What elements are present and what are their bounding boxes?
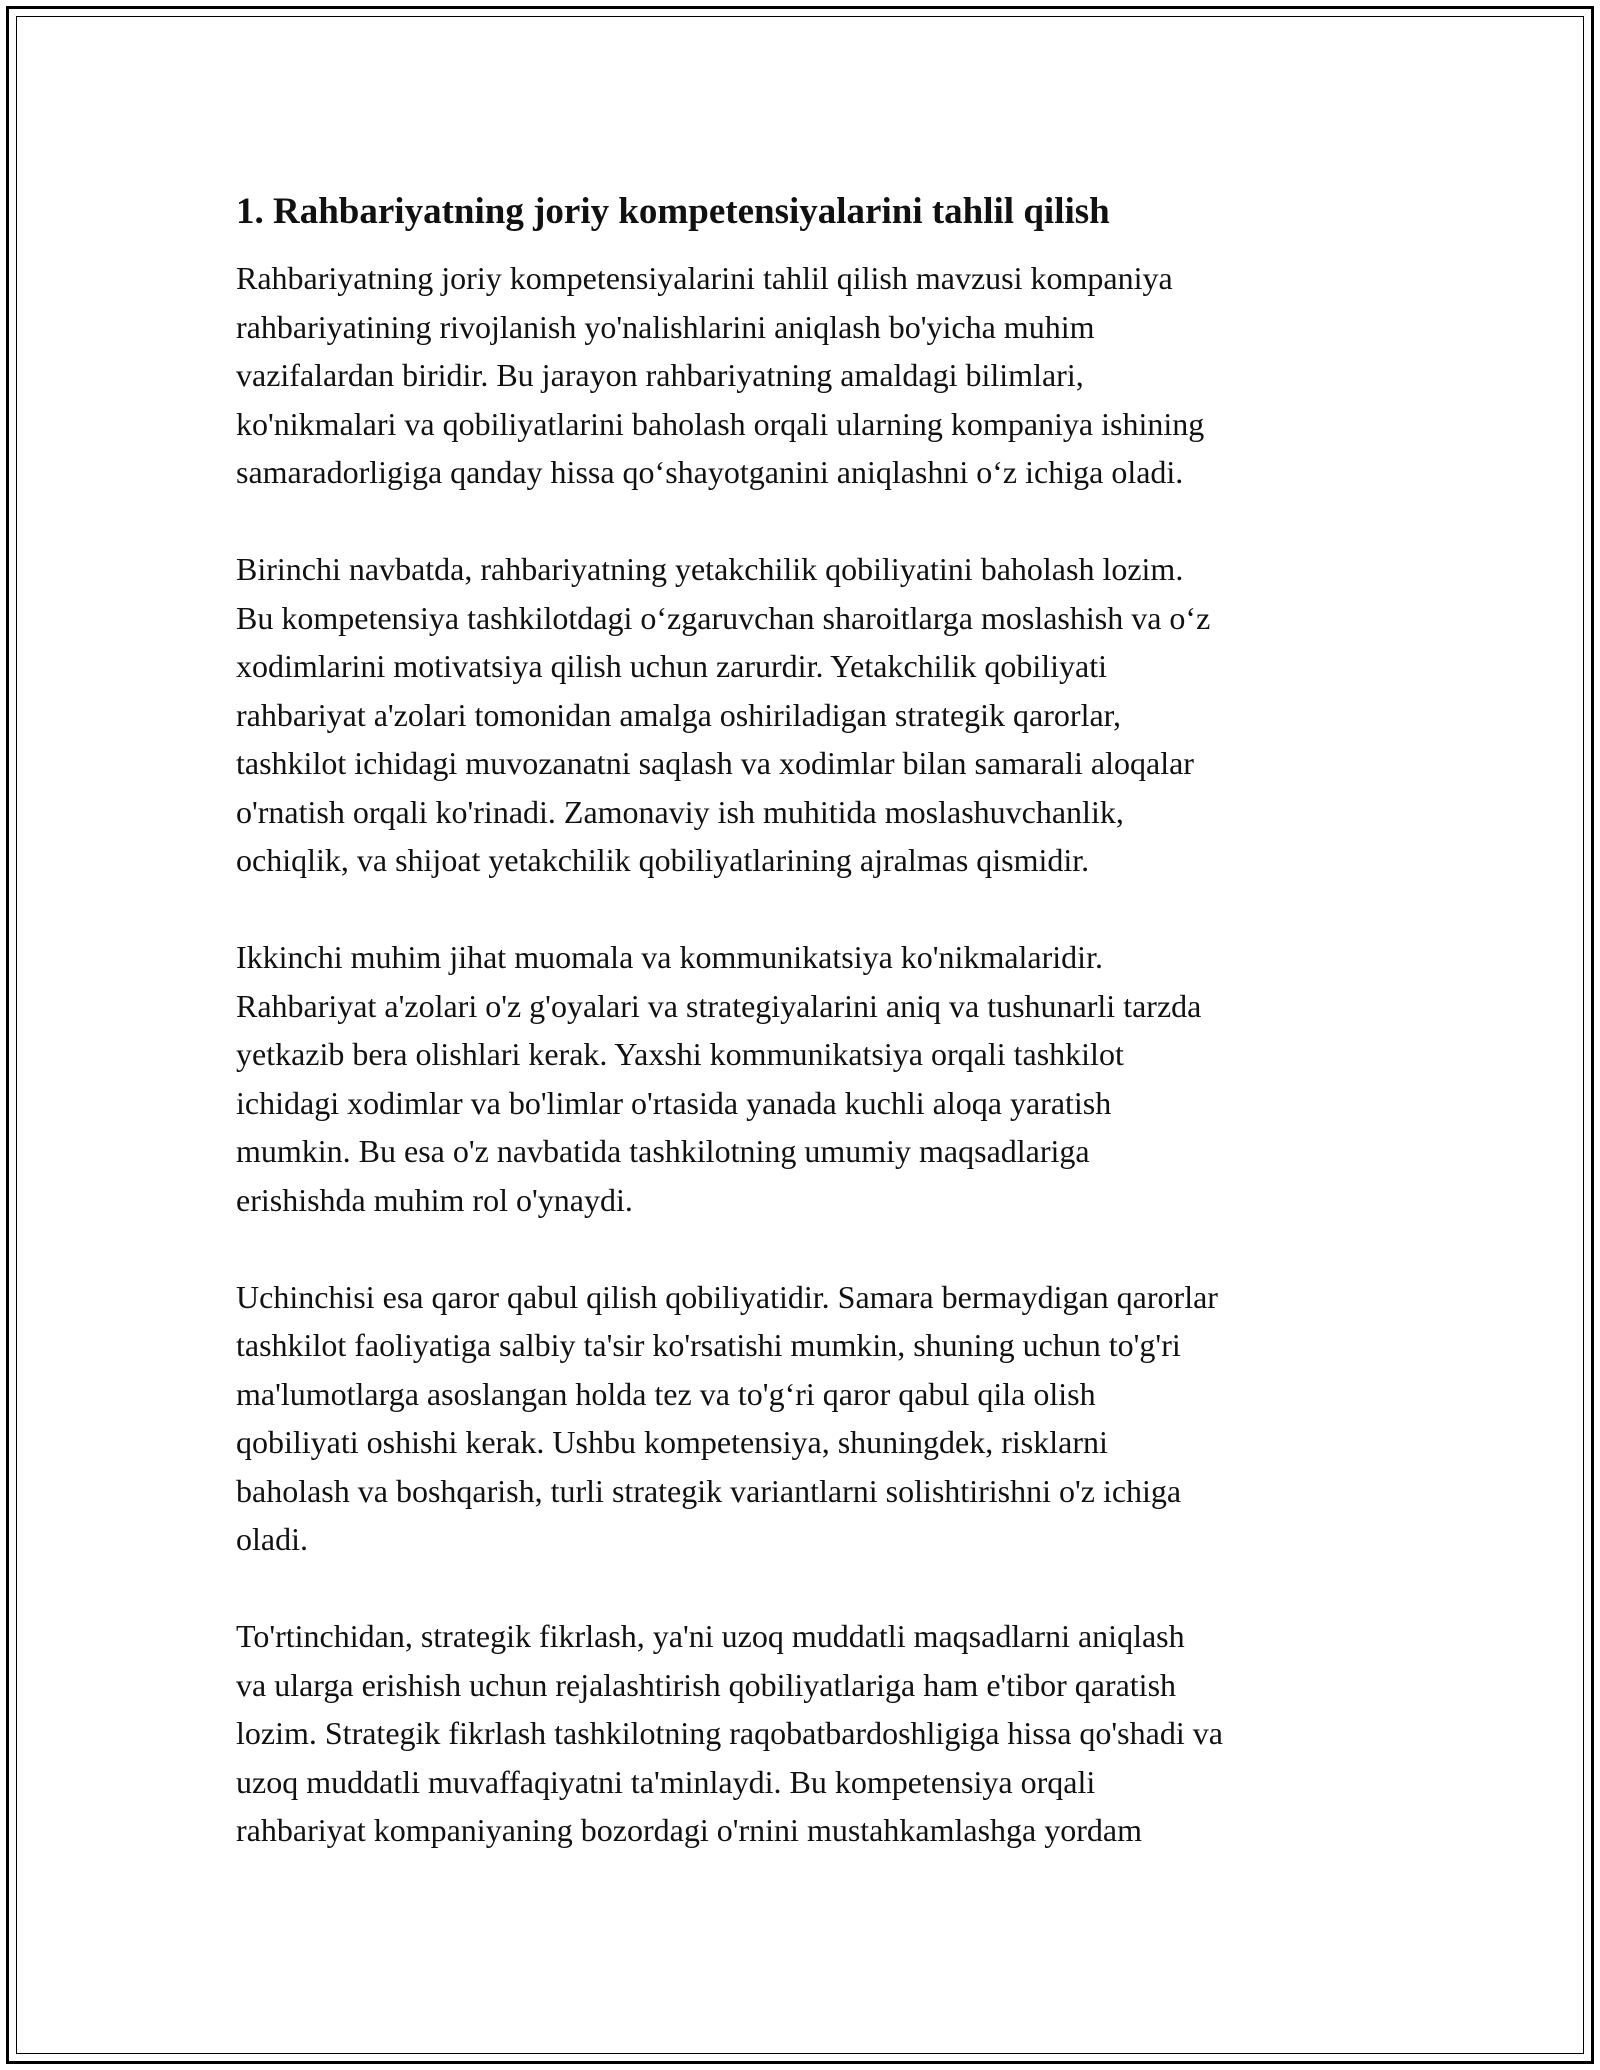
text-line: mumkin. Bu esa o'z navbatida tashkilotning umumiy maqsadlariga [236,1133,1090,1169]
text-line: tashkilot faoliyatiga salbiy ta'sir ko'rsatishi mumkin, shuning uchun to'g'ri [236,1327,1181,1363]
text-line: ko'nikmalari va qobiliyatlarini baholash orqali ularning kompaniya ishining [236,405,1205,442]
text-line: uzoq muddatli muvaffaqiyatni ta'minlaydi. Bu kompetensiya orqali [236,1763,1096,1800]
text-line: samaradorligiga qanday hissa qo‘shayotganini aniqlashni o‘z ichiga oladi. [236,454,1184,490]
text-line: yetkazib bera olishlari kerak. Yaxshi kommunikatsiya orqali tashkilot [236,1036,1124,1072]
text-line: o'rnatish orqali ko'rinadi. Zamonaviy ish muhitida moslashuvchanlik, [236,793,1124,830]
text-line: Rahbariyatning joriy kompetensiyalarini tahlil qilish mavzusi kompaniya [236,260,1173,296]
text-line: Rahbariyat a'zolari o'z g'oyalari va strategiyalarini aniq va tushunarli tarzda [236,987,1202,1024]
text-line: rahbariyatining rivojlanish yo'nalishlarini aniqlash bo'yicha muhim [236,308,1095,345]
text-line: lozim. Strategik fikrlash tashkilotning raqobatbardoshligiga hissa qo'shadi va [236,1715,1223,1751]
text-line: qobiliyati oshishi kerak. Ushbu kompetensiya, shuningdek, risklarni [236,1424,1108,1460]
text-line: Ikkinchi muhim jihat muomala va kommunikatsiya ko'nikmalaridir. [236,939,1103,975]
text-line: oladi. [236,1521,308,1557]
document-body [236,186,1396,1903]
text-line: tashkilot ichidagi muvozanatni saqlash va xodimlar bilan samarali aloqalar [236,745,1194,781]
text-line: baholash va boshqarish, turli strategik variantlarni solishtirishni o'z ichiga [236,1472,1182,1509]
paragraph-communication [236,933,1396,1224]
text-line: xodimlarini motivatsiya qilish uchun zarurdir. Yetakchilik qobiliyati [236,648,1107,684]
text-line: ichidagi xodimlar va bo'limlar o'rtasida yanada kuchli aloqa yaratish [236,1084,1112,1121]
text-line: To'rtinchidan, strategik fikrlash, ya'ni uzoq muddatli maqsadlarni aniqlash [236,1618,1185,1654]
text-line: Bu kompetensiya tashkilotdagi o‘zgaruvchan sharoitlarga moslashish va o‘z [236,599,1211,636]
text-line: Uchinchisi esa qaror qabul qilish qobiliyatidir. Samara bermaydigan qarorlar [236,1278,1218,1315]
text-line: rahbariyat kompaniyaning bozordagi o'rnini mustahkamlashga yordam [236,1812,1142,1848]
section-heading: 1. Rahbariyatning joriy kompetensiyalarini tahlil qilish [236,191,1110,232]
paragraph-intro [236,254,1396,497]
paragraph-decision-making [236,1273,1396,1564]
text-line: erishishda muhim rol o'ynaydi. [236,1181,633,1218]
text-line: ochiqlik, va shijoat yetakchilik qobiliyatlarining ajralmas qismidir. [236,842,1090,878]
text-line: ma'lumotlarga asoslangan holda tez va to'g‘ri qaror qabul qila olish [236,1375,1096,1412]
text-line: vazifalardan biridir. Bu jarayon rahbariyatning amaldagi bilimlari, [236,357,1084,393]
text-line: rahbariyat a'zolari tomonidan amalga oshiriladigan strategik qarorlar, [236,696,1122,733]
paragraph-leadership [236,545,1396,885]
text-line: va ularga erishish uchun rejalashtirish qobiliyatlariga ham e'tibor qaratish [236,1666,1177,1703]
text-line: Birinchi navbatda, rahbariyatning yetakchilik qobiliyatini baholash lozim. [236,551,1184,587]
paragraph-strategic-thinking [236,1612,1396,1855]
